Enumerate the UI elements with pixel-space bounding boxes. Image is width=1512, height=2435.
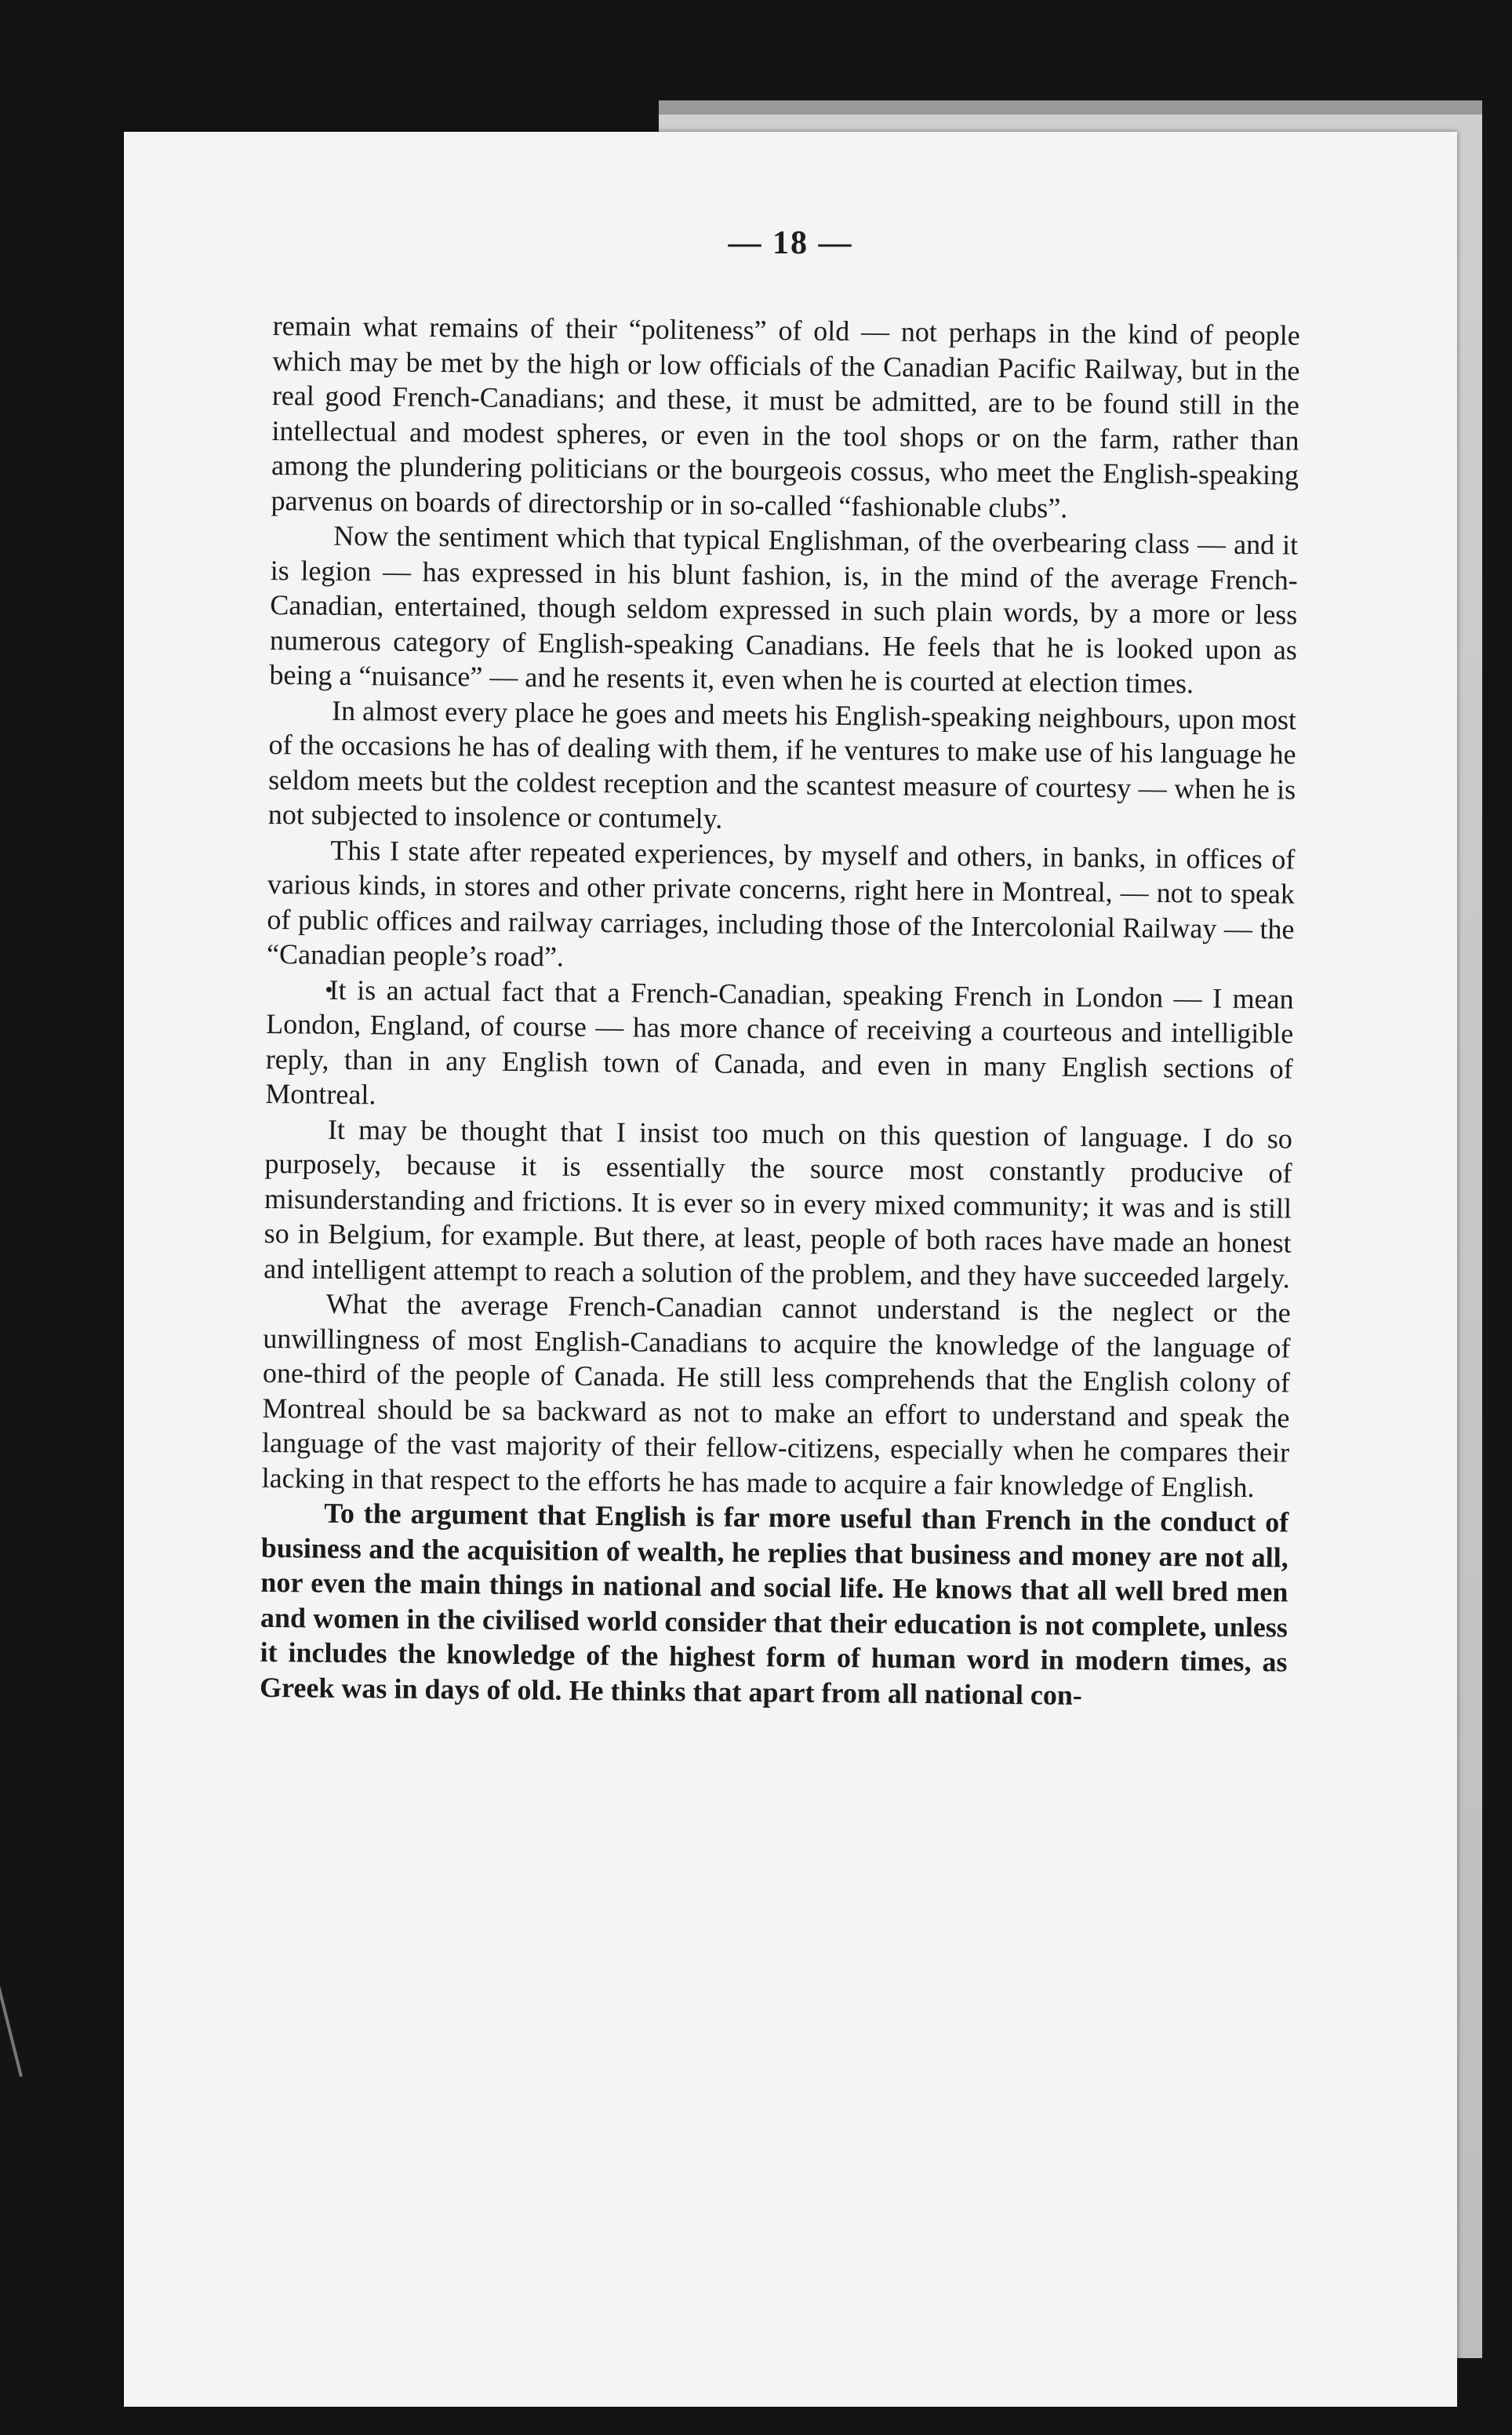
paragraph: remain what remains of their “politeness” of old — not perhaps in the kind of people which may be met by the high or low officials of the Canadian Pacific Railway, but in the real good French-Canadians; and these, it must be admitted, are to be found still in the intellectual and modest spheres, or even in the tool shops or on the farm, rather than among the plundering politicians or the bourgeois cossus, who meet the English-speaking parvenus on boards of directorship or in so-called “fashionable clubs”. bbox=[271, 309, 1300, 524]
paragraph: Now the sentiment which that typical Englishman, of the overbearing class — and it is legion — has expressed in his blunt fashion, is, in the mind of the average French-Canadian, entertained, though seldom expressed in such plain words, by a more or less numerous category of English-speaking Canadians. He feels that he is looked upon as being a “nuisance” — and he resents it, even when he is courted at election times. bbox=[269, 519, 1299, 700]
paragraph: This I state after repeated experiences, by myself and others, in banks, in offices of various kinds, in stores and other private concerns, right here in Montreal, — not to speak of public offices and railway carriages, including those of the Intercolonial Railway — the “Canadian people’s road”. bbox=[266, 834, 1296, 973]
paragraph: To the argument that English is far more useful than French in the conduct of business and the acquisition of wealth, he replies that business and money are not all, nor even the main things in national and social life. He knows that all well bred men and women in the civilised world consider that their education is not complete, unless it includes the knowledge of the highest form of human word in modern times, as Greek was in days of old. He thinks that apart from all national con- bbox=[259, 1497, 1289, 1711]
margin-scratch bbox=[0, 1931, 23, 2076]
book-page bbox=[124, 132, 1457, 2407]
body-text bbox=[260, 308, 1300, 1714]
paragraph: It is an actual fact that a French-Canadian, speaking French in London — I mean London, England, of course — has more chance of receiving a courteous and intelligible reply, than in any English town of Canada, and even in many English sections of Montreal. bbox=[265, 974, 1294, 1111]
paragraph: It may be thought that I insist too much on this question of language. I do so purposely, because it is essentially the source most constantly producive of misunderstanding and frictions. It is ever so in every mixed community; it was and is still so in Belgium, for example. But there, at least, people of both races have made an honest and intelligent attempt to reach a solution of the problem, and they have succeeded largely. bbox=[264, 1113, 1293, 1294]
page-number: — 18 — bbox=[728, 225, 853, 261]
paragraph: In almost every place he goes and meets his English-speaking neighbours, upon most of the occasions he has of dealing with them, if he ventures to make use of his language he seldom meets but the coldest reception and the scantest measure of courtesy — when he is not subjected to insolence or contumely. bbox=[267, 694, 1297, 835]
paragraph: What the average French-Canadian cannot understand is the neglect or the unwillingness of most English-Canadians to acquire the knowledge of the language of one-third of the people of Canada. He still less comprehends that the English colony of Montreal should be sa backward as not to make an effort to understand and speak the language of the vast majority of their fellow-citizens, especially when he compares their lacking in that respect to the efforts he has made to acquire a fair knowledge of English. bbox=[261, 1287, 1291, 1503]
